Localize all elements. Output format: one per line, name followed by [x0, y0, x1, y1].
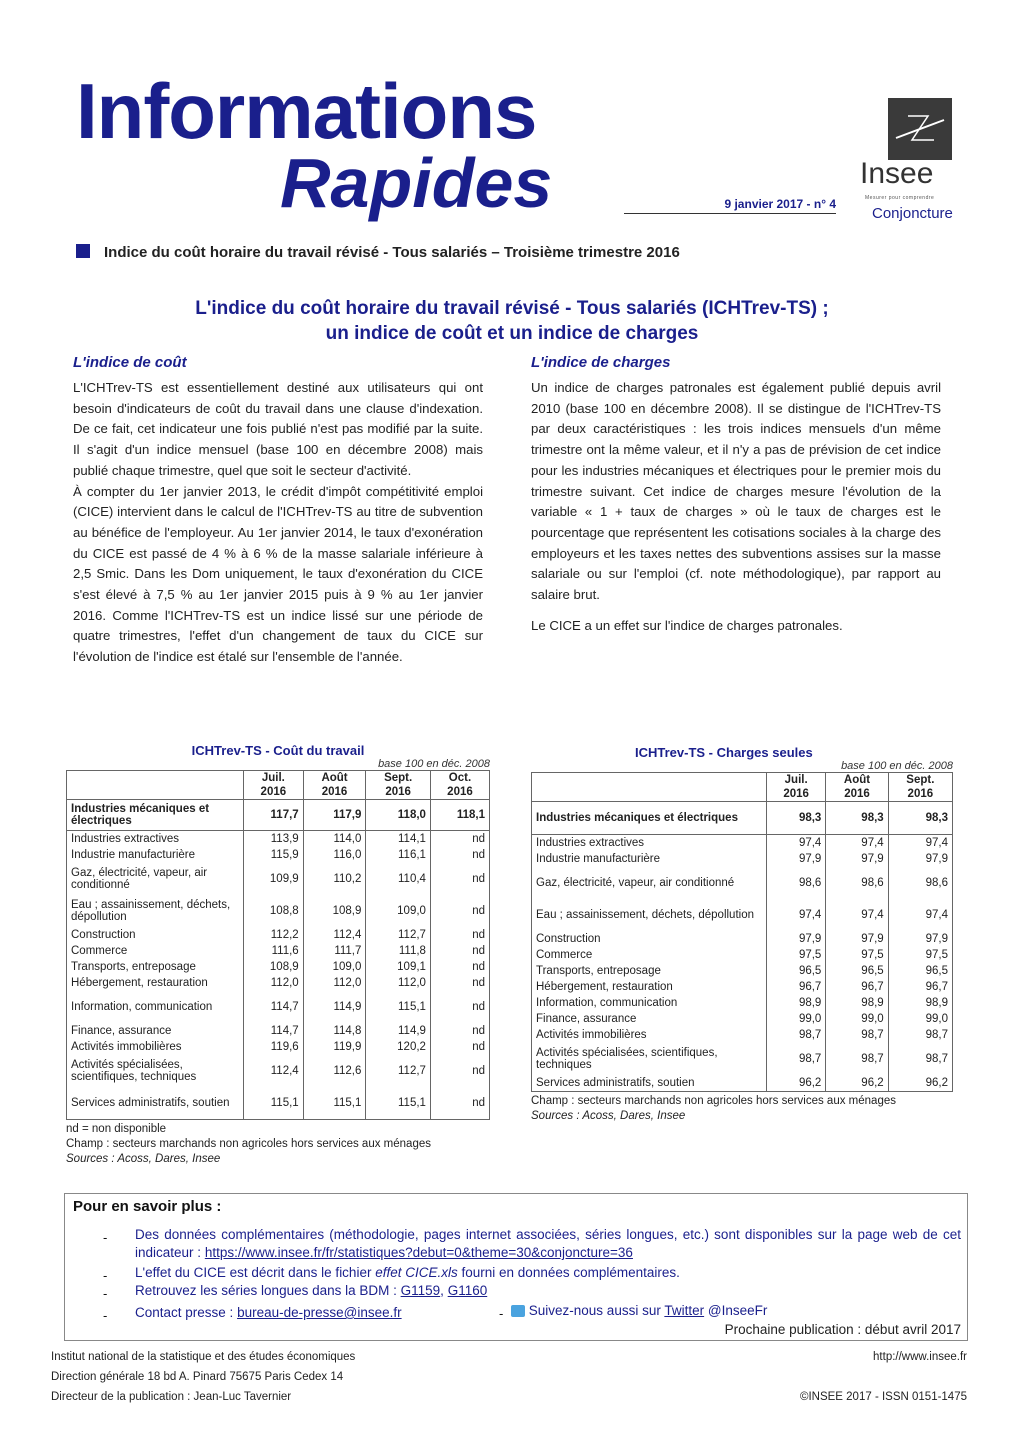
table1-cell: 112,4 — [303, 927, 366, 943]
table1-block — [66, 743, 490, 1167]
table1-cell: 109,1 — [366, 959, 431, 975]
more-info-cice-post: fourni en données complémentaires. — [461, 1265, 680, 1280]
table1-cell: 119,9 — [303, 1039, 366, 1055]
table1-cell: 115,1 — [366, 991, 431, 1023]
table2-cell: 97,4 — [888, 835, 952, 852]
footer-copyright: ©INSEE 2017 - ISSN 0151-1475 — [799, 1391, 967, 1403]
table2-row — [532, 1075, 953, 1092]
table2-cell: 97,4 — [767, 835, 826, 852]
bullet-icon: - — [499, 1306, 504, 1321]
table1-row-label: Finance, assurance — [67, 1023, 244, 1039]
table2-cell: 96,5 — [826, 963, 888, 979]
table1-note-nd: nd = non disponible — [66, 1123, 167, 1135]
more-info-item-twitter — [511, 1302, 767, 1320]
table2-row — [532, 931, 953, 947]
table1-col-header: Août 2016 — [303, 771, 366, 800]
table1-cell: 112,7 — [366, 1055, 431, 1087]
table1-row — [67, 895, 490, 927]
table2-cell: 97,4 — [888, 899, 952, 931]
table1-header-empty — [67, 771, 244, 800]
table1-cell: 119,6 — [244, 1039, 304, 1055]
table2-note-sources: Sources : Acoss, Dares, Insee — [531, 1110, 686, 1122]
table1-row-label: Gaz, électricité, vapeur, air conditionné — [67, 863, 244, 895]
table2-cell: 99,0 — [826, 1011, 888, 1027]
table2-block — [531, 745, 953, 1124]
table1-cell: nd — [430, 1023, 489, 1039]
table1-row-label: Industries mécaniques et électriques — [67, 800, 244, 831]
indicator-webpage-link[interactable]: https://www.insee.fr/fr/statistiques?debut=0&theme=30&conjoncture=36 — [204, 1245, 633, 1260]
table1-row — [67, 1087, 490, 1120]
table2-cell: 96,2 — [826, 1075, 888, 1092]
table2-row-label: Hébergement, restauration — [532, 979, 767, 995]
table1-cell: 113,9 — [244, 831, 304, 848]
main-title-line1: L'indice du coût horaire du travail révisé - Tous salariés (ICHTrev-TS) ; — [195, 298, 829, 319]
table2-cell: 98,7 — [888, 1043, 952, 1075]
table1-cell: nd — [430, 831, 489, 848]
left-paragraph-1: L'ICHTrev-TS est essentiellement destiné aux utilisateurs qui ont besoin d'indicateurs de coût du travail dans une clause d'indexation. De ce fait, cet indicateur une fois publié n'est pas modifié par la suite. Il s'agit d'un indice mensuel (base 100 en décembre 2008) mais publié chaque trimestre, quel que soit le secteur d'activité. — [73, 380, 483, 478]
table1-col-header: Juil. 2016 — [244, 771, 304, 800]
table2-cell: 97,4 — [826, 835, 888, 852]
masthead-title-rapides: Rapides — [280, 144, 553, 222]
more-info-box — [64, 1193, 968, 1341]
table1-cell: nd — [430, 959, 489, 975]
table2-cell: 98,6 — [767, 867, 826, 899]
table2-row — [532, 899, 953, 931]
table2-cell: 98,7 — [826, 1043, 888, 1075]
table1-cell: 116,0 — [303, 847, 366, 863]
table1-cell: 112,0 — [303, 975, 366, 991]
table1-row — [67, 863, 490, 895]
table2-cell: 98,7 — [888, 1027, 952, 1043]
more-info-title: Pour en savoir plus : — [73, 1198, 222, 1215]
table2-cell: 98,7 — [767, 1027, 826, 1043]
table2-row-label: Industrie manufacturière — [532, 851, 767, 867]
table2-row — [532, 835, 953, 852]
table1-cell: nd — [430, 943, 489, 959]
table2-cell: 98,9 — [888, 995, 952, 1011]
table1-cell: 112,0 — [366, 975, 431, 991]
table1-row-label: Industrie manufacturière — [67, 847, 244, 863]
table1-row-label: Eau ; assainissement, déchets, dépollution — [67, 895, 244, 927]
table2-row-label: Industries extractives — [532, 835, 767, 852]
table1-cell: nd — [430, 1055, 489, 1087]
table2-col-header: Août 2016 — [826, 773, 888, 802]
table1-cell: 108,9 — [244, 959, 304, 975]
table1-cell: 114,9 — [303, 991, 366, 1023]
table1-row — [67, 943, 490, 959]
table1-cell: 114,0 — [303, 831, 366, 848]
table2-header-empty — [532, 773, 767, 802]
table1-cell: 115,1 — [244, 1087, 304, 1120]
table1-row — [67, 927, 490, 943]
contact-press-label: Contact presse : — [135, 1305, 234, 1320]
table2-cell: 96,5 — [767, 963, 826, 979]
table1-row-label: Activités immobilières — [67, 1039, 244, 1055]
table1-cell: 111,7 — [303, 943, 366, 959]
table2-row — [532, 802, 953, 835]
bullet-icon: - — [103, 1308, 108, 1323]
insee-logo-icon — [888, 98, 952, 160]
press-email-link[interactable]: bureau-de-presse@insee.fr — [237, 1305, 402, 1320]
table1-row — [67, 800, 490, 831]
table1-col-header: Sept. 2016 — [366, 771, 431, 800]
footer-director: Directeur de la publication : Jean-Luc Tavernier — [51, 1391, 292, 1403]
table1-cell: nd — [430, 895, 489, 927]
table2-cell: 97,9 — [888, 931, 952, 947]
table2-cell: 97,9 — [826, 931, 888, 947]
table2-row-label: Industries mécaniques et électriques — [532, 802, 767, 835]
bdm-link-g1159[interactable]: G1159 — [400, 1283, 441, 1298]
table1-cell: 109,0 — [303, 959, 366, 975]
table2-cell: 98,3 — [767, 802, 826, 835]
issue-date: 9 janvier 2017 - n° 4 — [624, 197, 836, 214]
table2-row-label: Activités spécialisées, scientifiques, techniques — [532, 1043, 767, 1075]
table2-row-label: Transports, entreposage — [532, 963, 767, 979]
table2-row — [532, 963, 953, 979]
footer-url[interactable]: http://www.insee.fr — [873, 1351, 967, 1363]
table2-cell: 96,2 — [767, 1075, 826, 1092]
table1-cell: 114,8 — [303, 1023, 366, 1039]
table2-cell: 99,0 — [888, 1011, 952, 1027]
table2-row-label: Finance, assurance — [532, 1011, 767, 1027]
table1-row — [67, 1055, 490, 1087]
table1-cell: 118,1 — [430, 800, 489, 831]
table1-row — [67, 847, 490, 863]
follow-us-text: Suivez-nous aussi sur — [528, 1303, 661, 1318]
next-publication: Prochaine publication : début avril 2017 — [724, 1322, 961, 1337]
table1-cell: 108,8 — [244, 895, 304, 927]
bullet-icon: - — [103, 1230, 108, 1245]
left-column — [73, 354, 483, 668]
twitter-icon — [511, 1305, 525, 1317]
bullet-icon: - — [103, 1268, 108, 1283]
more-info-item-data-text: Des données complémentaires (méthodologie, pages internet associées, séries longues, etc.) sont disponibles sur la page web de cet indicateur : — [135, 1227, 961, 1260]
more-info-item-contact — [135, 1304, 402, 1322]
table1-cell: 120,2 — [366, 1039, 431, 1055]
table1-row-label: Industries extractives — [67, 831, 244, 848]
table1-row-label: Transports, entreposage — [67, 959, 244, 975]
table1-cell: 112,0 — [244, 975, 304, 991]
table2-row-label: Information, communication — [532, 995, 767, 1011]
table2-cell: 97,9 — [888, 851, 952, 867]
table2-row — [532, 851, 953, 867]
table2-row-label: Services administratifs, soutien — [532, 1075, 767, 1092]
insee-logo-conjoncture: Conjoncture — [872, 205, 953, 222]
table1-cell: nd — [430, 863, 489, 895]
table1-cell: 108,9 — [303, 895, 366, 927]
table1-cell: 118,0 — [366, 800, 431, 831]
table2-cell: 97,9 — [767, 931, 826, 947]
table2-cell: 98,7 — [767, 1043, 826, 1075]
table1-row-label: Hébergement, restauration — [67, 975, 244, 991]
table2-row-label: Eau ; assainissement, déchets, dépollution — [532, 899, 767, 931]
table2-col-header: Juil. 2016 — [767, 773, 826, 802]
right-section-heading: L'indice de charges — [531, 354, 671, 371]
table2-cell: 97,5 — [888, 947, 952, 963]
right-paragraph-2: Le CICE a un effet sur l'indice de charges patronales. — [531, 617, 843, 633]
table1-cell: 112,6 — [303, 1055, 366, 1087]
table1-cell: 110,2 — [303, 863, 366, 895]
table1-cell: 114,7 — [244, 1023, 304, 1039]
table1-cell: nd — [430, 975, 489, 991]
table1-row — [67, 959, 490, 975]
table1-header-row — [67, 771, 490, 800]
table2-cell: 98,9 — [767, 995, 826, 1011]
more-info-bdm-text: Retrouvez les séries longues dans la BDM : — [135, 1283, 397, 1298]
table1-cell: nd — [430, 1087, 489, 1120]
table2-cell: 96,7 — [826, 979, 888, 995]
table1-cell: 114,7 — [244, 991, 304, 1023]
table2-base: base 100 en déc. 2008 — [841, 760, 953, 772]
table1-cell: nd — [430, 991, 489, 1023]
table1-row — [67, 1039, 490, 1055]
table2-cell: 98,3 — [826, 802, 888, 835]
table2-row — [532, 979, 953, 995]
table2-row — [532, 867, 953, 899]
table2-col-header: Sept. 2016 — [888, 773, 952, 802]
table1-base: base 100 en déc. 2008 — [378, 758, 490, 770]
twitter-link[interactable]: Twitter — [664, 1303, 705, 1318]
footer-address: Direction générale 18 bd A. Pinard 75675 Paris Cedex 14 — [51, 1371, 344, 1383]
table2-cell: 96,7 — [767, 979, 826, 995]
table2-cell: 98,3 — [888, 802, 952, 835]
table1-cell: 116,1 — [366, 847, 431, 863]
page-subtitle: Indice du coût horaire du travail révisé - Tous salariés – Troisième trimestre 2016 — [104, 244, 680, 261]
more-info-item-data — [135, 1226, 961, 1262]
masthead-title-informations: Informations — [76, 67, 537, 155]
table1-row — [67, 831, 490, 848]
table1-cell: 115,1 — [366, 1087, 431, 1120]
table1-row — [67, 1023, 490, 1039]
table1-cell: 110,4 — [366, 863, 431, 895]
bdm-link-g1160[interactable]: G1160 — [447, 1283, 488, 1298]
table2-cell: 97,9 — [767, 851, 826, 867]
table1-note-champ: Champ : secteurs marchands non agricoles hors services aux ménages — [66, 1138, 431, 1150]
footer-institute: Institut national de la statistique et des études économiques — [51, 1351, 356, 1363]
left-section-heading: L'indice de coût — [73, 354, 187, 371]
table1-col-header: Oct. 2016 — [430, 771, 489, 800]
table2-row-label: Commerce — [532, 947, 767, 963]
table2-cell: 98,7 — [826, 1027, 888, 1043]
cice-file-name: effet CICE.xls — [375, 1265, 458, 1280]
table1-cell: nd — [430, 1039, 489, 1055]
table2-cell: 96,7 — [888, 979, 952, 995]
twitter-handle: @InseeFr — [707, 1303, 768, 1318]
table1-cell: 114,1 — [366, 831, 431, 848]
table2-row — [532, 1043, 953, 1075]
table2-cell: 97,4 — [767, 899, 826, 931]
table1-cell: 109,9 — [244, 863, 304, 895]
insee-logo-text: Insee — [860, 157, 934, 190]
table1-cell: 112,7 — [366, 927, 431, 943]
table1-cell: 111,6 — [244, 943, 304, 959]
main-title — [0, 296, 1024, 346]
bullet-icon: - — [103, 1286, 108, 1301]
main-title-line2: un indice de coût et un indice de charges — [325, 323, 699, 344]
more-info-cice-pre: L'effet du CICE est décrit dans le fichier — [135, 1265, 372, 1280]
table2 — [531, 772, 953, 1092]
table1-cell: 111,8 — [366, 943, 431, 959]
subtitle-bullet-icon — [76, 244, 90, 258]
table1-row-label: Information, communication — [67, 991, 244, 1023]
table2-cell: 97,5 — [767, 947, 826, 963]
right-paragraph-1: Un indice de charges patronales est également publié depuis avril 2010 (base 100 en décembre 2008). Il se distingue de l'ICHTrev-TS par deux caractéristiques : les trois indices mensuels d'un même trimestre ont la même valeur, et il n'y a pas de prévision de cet indice pour les industries mécaniques et électriques pour le premier mois du trimestre suivant. Cet indice de charges mesure l'évolution de la variable « 1 + taux de charges » où le taux de charges est le pourcentage que représentent les cotisations sociales à la charge des employeurs et les taxes nettes des subventions assises sur la masse salariale ou sur l'emploi (cf. note méthodologique), par rapport au salaire brut. — [531, 380, 941, 603]
table2-row-label: Activités immobilières — [532, 1027, 767, 1043]
table2-note-champ: Champ : secteurs marchands non agricoles hors services aux ménages — [531, 1095, 896, 1107]
table1-row-label: Activités spécialisées, scientifiques, techniques — [67, 1055, 244, 1087]
table2-header-row — [532, 773, 953, 802]
table1 — [66, 770, 490, 1120]
table2-row-label: Construction — [532, 931, 767, 947]
table2-cell: 98,9 — [826, 995, 888, 1011]
table2-cell: 96,5 — [888, 963, 952, 979]
table1-cell: 112,4 — [244, 1055, 304, 1087]
table1-cell: 115,9 — [244, 847, 304, 863]
table1-cell: 117,9 — [303, 800, 366, 831]
table1-row-label: Services administratifs, soutien — [67, 1087, 244, 1120]
right-column — [531, 354, 941, 636]
insee-logo-tagline: Mesurer pour comprendre — [865, 195, 935, 201]
table1-row-label: Construction — [67, 927, 244, 943]
table2-title: ICHTrev-TS - Charges seules — [635, 745, 813, 760]
table2-cell: 98,6 — [826, 867, 888, 899]
more-info-item-cice — [135, 1264, 680, 1282]
table2-row — [532, 1027, 953, 1043]
table2-row — [532, 1011, 953, 1027]
table1-note-sources: Sources : Acoss, Dares, Insee — [66, 1153, 221, 1165]
table1-cell: 117,7 — [244, 800, 304, 831]
table2-row — [532, 995, 953, 1011]
table2-cell: 97,9 — [826, 851, 888, 867]
left-paragraph-2: À compter du 1er janvier 2013, le crédit d'impôt compétitivité emploi (CICE) intervient dans le calcul de l'ICHTrev-TS au titre de subvention au bénéfice de l'employeur. Au 1er janvier 2014, le taux d'exonération du CICE est passé de 4 % à 6 % de la masse salariale inférieure à 2,5 Smic. Dans les Dom uniquement, le taux d'exonération du CICE s'est élevé à 7,5 % au 1er janvier 2015 puis à 9 % au 1er janvier 2016. Comme l'ICHTrev-TS est un indice lissé sur une période de quatre trimestres, l'effet d'un changement de taux du CICE sur l'évolution de l'indice est étalé sur l'ensemble de l'année. — [73, 483, 483, 665]
table1-cell: nd — [430, 927, 489, 943]
table1-cell: 114,9 — [366, 1023, 431, 1039]
table1-row — [67, 975, 490, 991]
table1-cell: 109,0 — [366, 895, 431, 927]
table1-cell: 112,2 — [244, 927, 304, 943]
table1-row-label: Commerce — [67, 943, 244, 959]
table1-cell: nd — [430, 847, 489, 863]
table1-row — [67, 991, 490, 1023]
table1-cell: 115,1 — [303, 1087, 366, 1120]
table2-row-label: Gaz, électricité, vapeur, air conditionné — [532, 867, 767, 899]
table2-cell: 98,6 — [888, 867, 952, 899]
table2-cell: 99,0 — [767, 1011, 826, 1027]
table2-cell: 97,5 — [826, 947, 888, 963]
more-info-item-bdm: Retrouvez les séries longues dans la BDM : G1159, G1160 — [135, 1283, 488, 1298]
table1-title: ICHTrev-TS - Coût du travail — [191, 743, 365, 758]
table2-cell: 97,4 — [826, 899, 888, 931]
table2-cell: 96,2 — [888, 1075, 952, 1092]
table2-row — [532, 947, 953, 963]
